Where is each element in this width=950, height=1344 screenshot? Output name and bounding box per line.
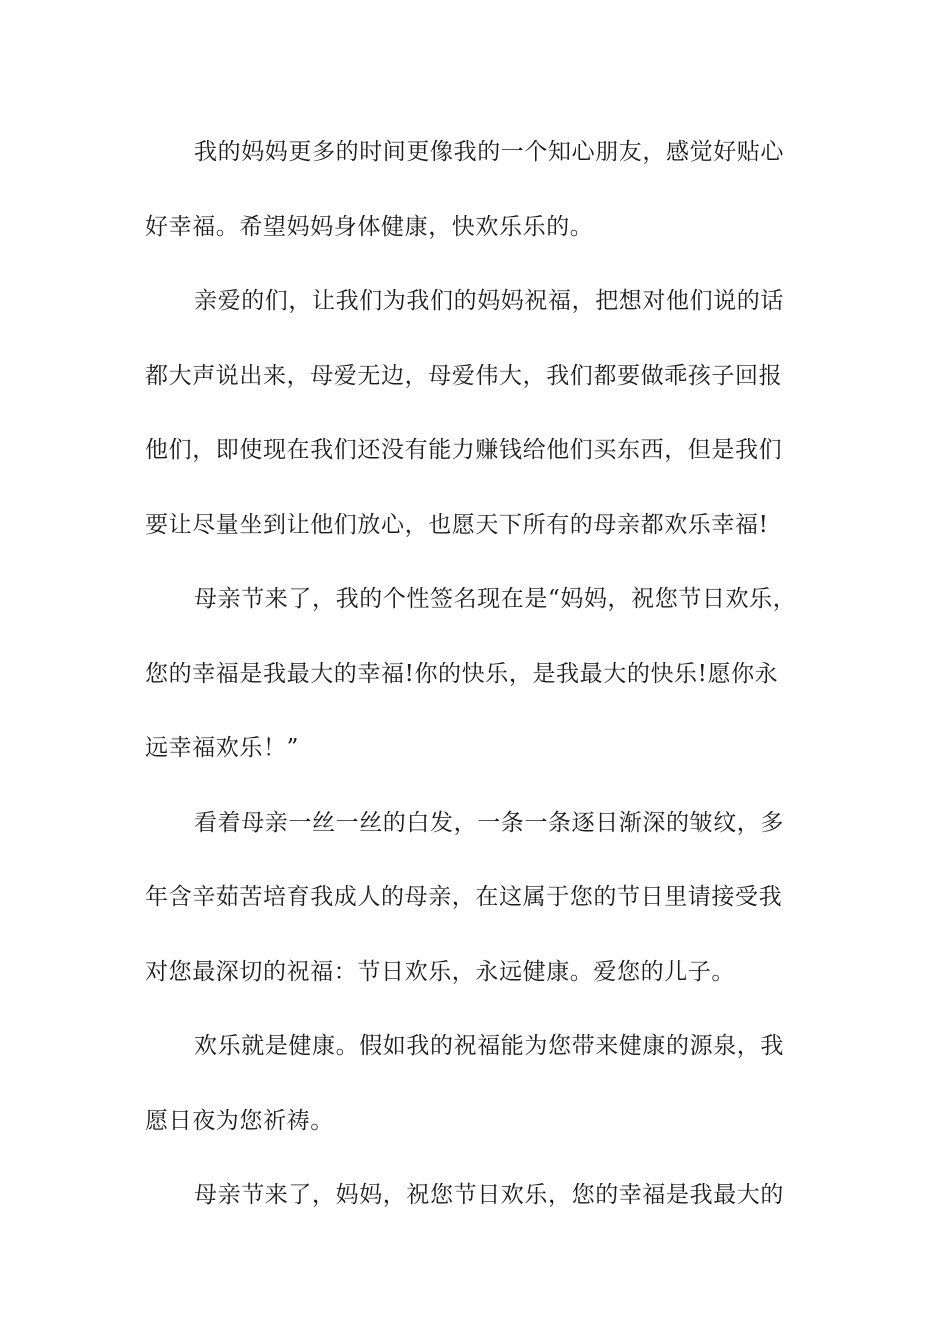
text-line: 我的妈妈更多的时间更像我的一个知心朋友，感觉好贴心 xyxy=(194,139,784,165)
text-line: 亲爱的们，让我们为我们的妈妈祝福，把想对他们说的话 xyxy=(194,288,784,314)
text-line: 母亲节来了，我的个性签名现在是“妈妈，祝您节日欢乐， xyxy=(194,586,797,612)
text-line: 远幸福欢乐！” xyxy=(145,735,299,761)
text-line: 您的幸福是我最大的幸福!你的快乐，是我最大的快乐!愿你永 xyxy=(145,660,779,687)
text-line: 都大声说出来，母爱无边，母爱伟大，我们都要做乖孩子回报 xyxy=(145,362,783,389)
document-body xyxy=(145,124,815,1242)
text-line: 母亲节来了，妈妈，祝您节日欢乐，您的幸福是我最大的 xyxy=(194,1182,784,1208)
text-line: 愿日夜为您祈祷。 xyxy=(145,1107,334,1134)
text-line: 要让尽量坐到让他们放心，也愿天下所有的母亲都欢乐幸福! xyxy=(145,511,769,538)
text-line: 年含辛茹苦培育我成人的母亲，在这属于您的节日里请接受我 xyxy=(145,884,783,910)
text-line: 欢乐就是健康。假如我的祝福能为您带来健康的源泉，我 xyxy=(194,1033,784,1059)
text-line: 对您最深切的祝福：节日欢乐，永远健康。爱您的儿子。 xyxy=(145,958,735,985)
text-line: 他们，即使现在我们还没有能力赚钱给他们买东西，但是我们 xyxy=(145,437,783,463)
text-line: 看着母亲一丝一丝的白发，一条一条逐日渐深的皱纹，多 xyxy=(194,809,784,836)
text-line: 好幸福。希望妈妈身体健康，快欢乐乐的。 xyxy=(145,213,594,240)
